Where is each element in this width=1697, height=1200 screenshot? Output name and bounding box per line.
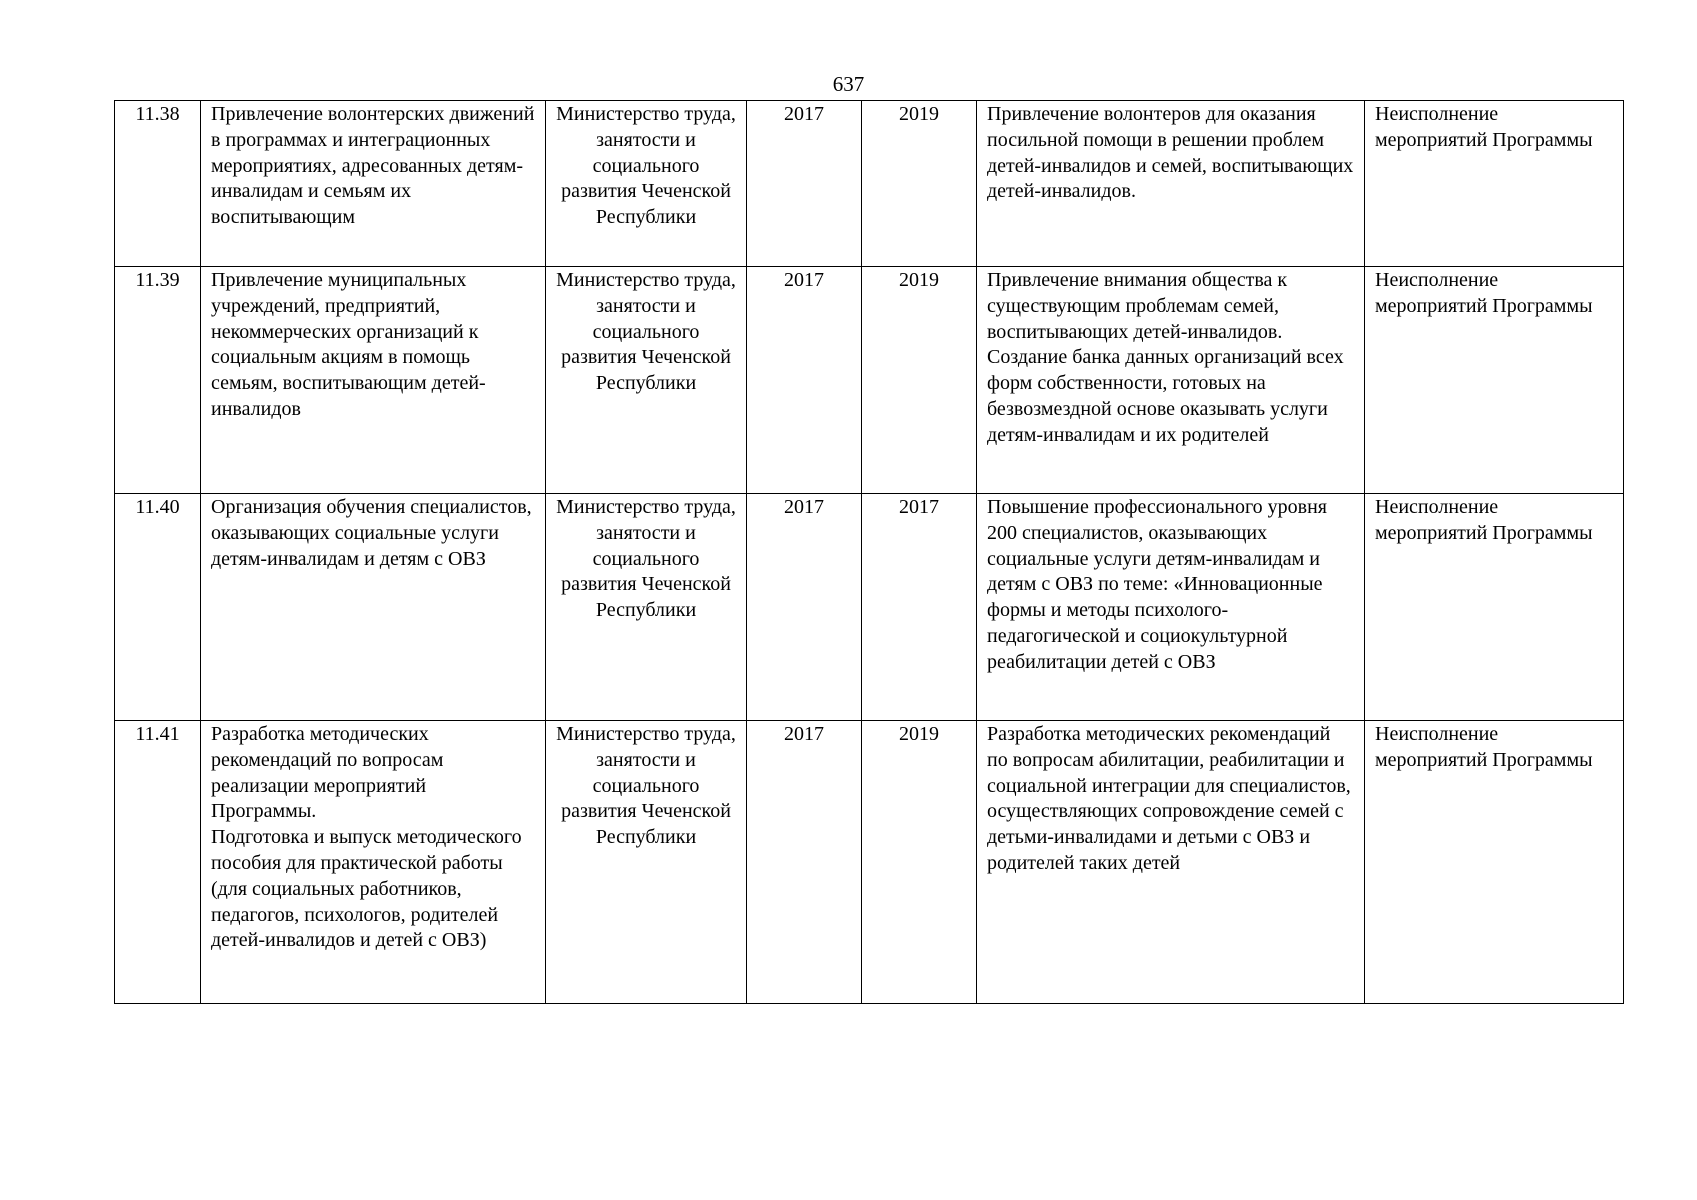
executor-cell: Министерство труда, занятости и социального развития Чеченской Республики bbox=[546, 494, 747, 721]
row-number-cell: 11.38 bbox=[115, 101, 201, 267]
measure-name-cell: Организация обучения специалистов, оказывающих социальные услуги детям-инвалидам и детям с ОВЗ bbox=[201, 494, 546, 721]
table-row bbox=[115, 494, 1624, 721]
row-number-cell: 11.41 bbox=[115, 721, 201, 1004]
risk-cell: Неисполнение мероприятий Программы bbox=[1365, 721, 1624, 1004]
row-number-cell: 11.39 bbox=[115, 267, 201, 494]
executor-cell: Министерство труда, занятости и социального развития Чеченской Республики bbox=[546, 101, 747, 267]
expected-result-cell: Разработка методических рекомендаций по вопросам абилитации, реабилитации и социальной интеграции для специалистов, осуществляющих сопровождение семей с детьми-инвалидами и детьми с ОВЗ и родителей таких детей bbox=[977, 721, 1365, 1004]
table-row bbox=[115, 267, 1624, 494]
measures-table bbox=[114, 100, 1624, 1004]
end-year-cell: 2019 bbox=[862, 267, 977, 494]
table-row bbox=[115, 101, 1624, 267]
expected-result-cell: Привлечение волонтеров для оказания посильной помощи в решении проблем детей-инвалидов и семей, воспитывающих детей-инвалидов. bbox=[977, 101, 1365, 267]
start-year-cell: 2017 bbox=[747, 101, 862, 267]
end-year-cell: 2019 bbox=[862, 721, 977, 1004]
start-year-cell: 2017 bbox=[747, 494, 862, 721]
table-row bbox=[115, 721, 1624, 1004]
risk-cell: Неисполнение мероприятий Программы bbox=[1365, 267, 1624, 494]
measure-name-cell: Привлечение муниципальных учреждений, предприятий, некоммерческих организаций к социальным акциям в помощь семьям, воспитывающим детей-инвалидов bbox=[201, 267, 546, 494]
end-year-cell: 2017 bbox=[862, 494, 977, 721]
start-year-cell: 2017 bbox=[747, 267, 862, 494]
expected-result-cell: Повышение профессионального уровня 200 специалистов, оказывающих социальные услуги детям-инвалидам и детям с ОВЗ по теме: «Инновационные формы и методы психолого-педагогической и социокультурной реабилитации детей с ОВЗ bbox=[977, 494, 1365, 721]
executor-cell: Министерство труда, занятости и социального развития Чеченской Республики bbox=[546, 721, 747, 1004]
page-number: 637 bbox=[832, 72, 865, 96]
measure-name-cell: Привлечение волонтерских движений в программах и интеграционных мероприятиях, адресованных детям-инвалидам и семьям их воспитывающим bbox=[201, 101, 546, 267]
measure-name-cell: Разработка методических рекомендаций по вопросам реализации мероприятий Программы. Подготовка и выпуск методического пособия для практической работы (для социальных работников, педагогов, психологов, родителей детей-инвалидов и детей с ОВЗ) bbox=[201, 721, 546, 1004]
risk-cell: Неисполнение мероприятий Программы bbox=[1365, 494, 1624, 721]
expected-result-cell: Привлечение внимания общества к существующим проблемам семей, воспитывающих детей-инвалидов. Создание банка данных организаций всех форм собственности, готовых на безвозмездной основе оказывать услуги детям-инвалидам и их родителей bbox=[977, 267, 1365, 494]
end-year-cell: 2019 bbox=[862, 101, 977, 267]
start-year-cell: 2017 bbox=[747, 721, 862, 1004]
executor-cell: Министерство труда, занятости и социального развития Чеченской Республики bbox=[546, 267, 747, 494]
risk-cell: Неисполнение мероприятий Программы bbox=[1365, 101, 1624, 267]
row-number-cell: 11.40 bbox=[115, 494, 201, 721]
